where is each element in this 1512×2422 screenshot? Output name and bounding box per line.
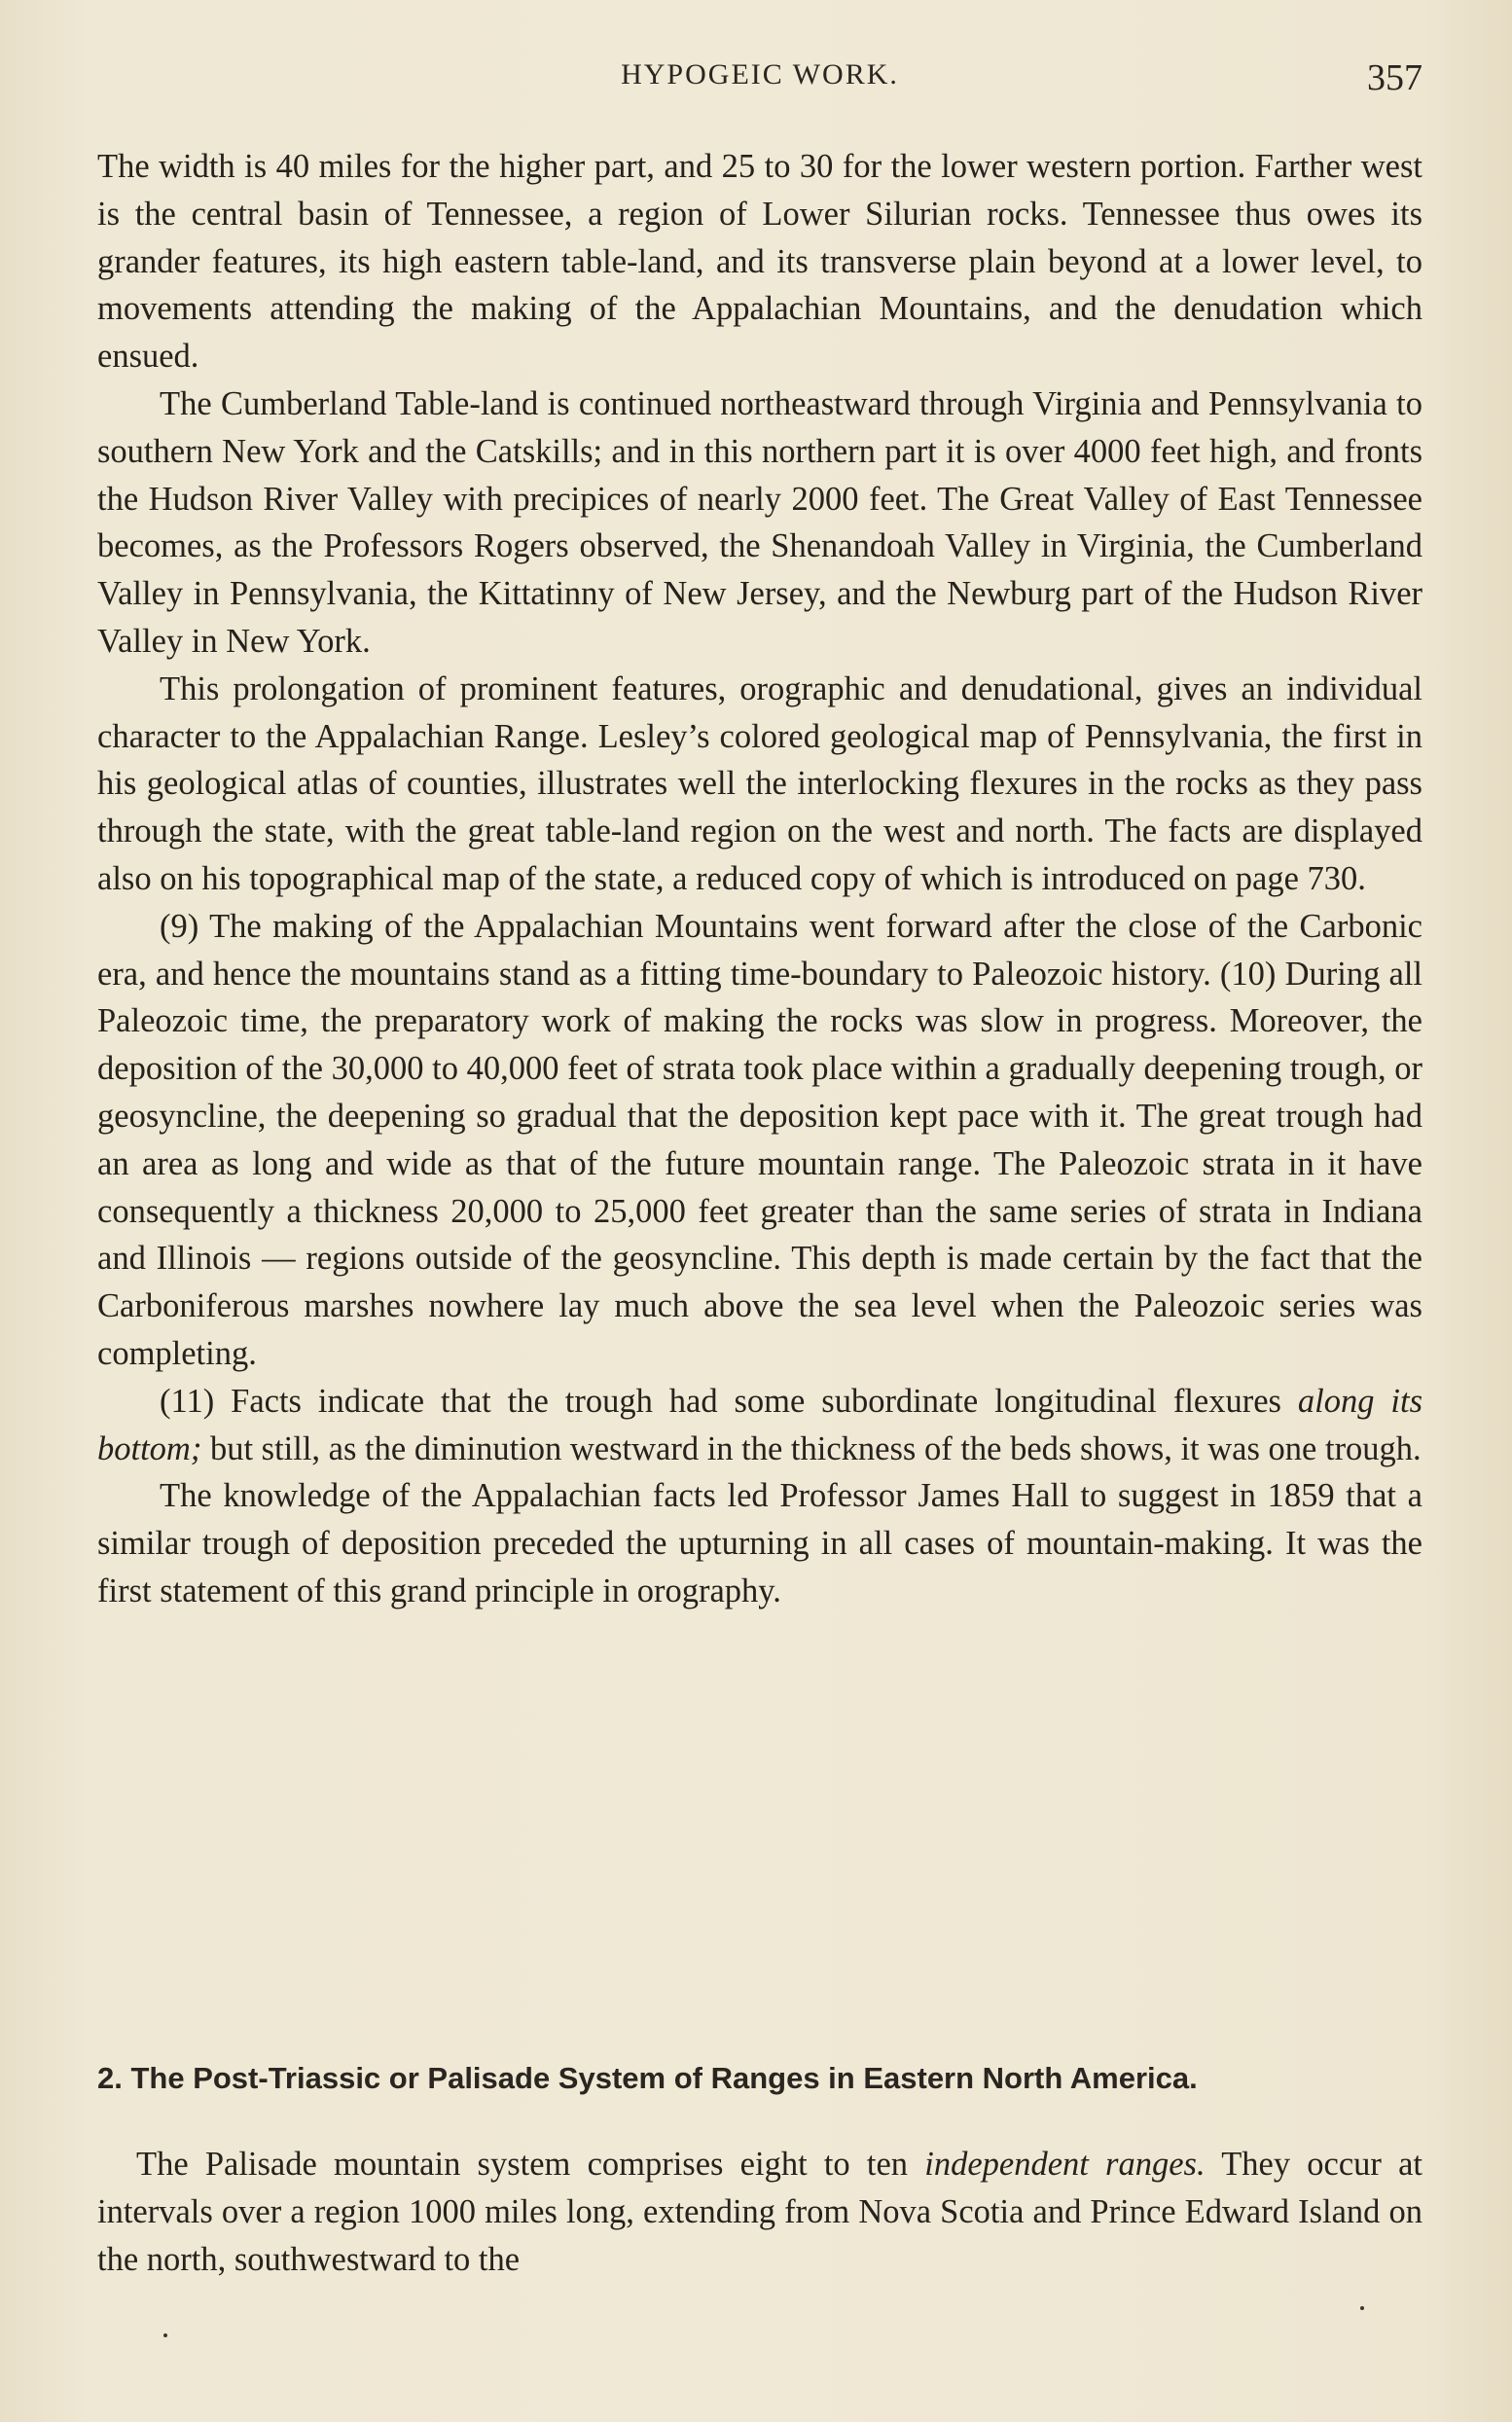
page-header [97, 56, 1422, 105]
running-head: HYPOGEIC WORK. [621, 58, 899, 90]
text-run: The width is 40 miles for the higher part, and 25 to 30 for the lower western portion. Farther west is the central basin of Tennessee, a region of Lower Silurian rocks. Tennessee thus owes its grander features, its high eastern table-land, and its transverse plain beyond at a lower level, to movements attending the making of the Appalachian Mountains, and the denudation which ensued. [97, 148, 1422, 376]
section-heading: 2. The Post-Triassic or Palisade System of Ranges in Eastern North America. [97, 2061, 1198, 2095]
text-run: but still, as the diminution westward in the thickness of the beds shows, it was one trough. [201, 1429, 1422, 1467]
section-paragraph [97, 2141, 1422, 2284]
italic-phrase: independent ranges. [924, 2146, 1206, 2183]
text-run: They occur at intervals over a region 1000 miles long, extending from Nova Scotia and Prince Edward Island on the north, southwestward to the [97, 2146, 1422, 2278]
text-run: (9) The making of the Appalachian Mountains went forward after the close of the Carbonic era, and hence the mountains stand as a fitting time-boundary to Paleozoic history. (10) During all Paleozoic time, the preparatory work of making the rocks was slow in progress. Moreover, the deposition of the 30,000 to 40,000 feet of strata took place within a gradually deepening trough, or geosyncline, the deepening so gradual that the deposition kept pace with it. The great trough had an area as long and wide as that of the future mountain range. The Paleozoic strata in it have consequently a thickness 20,000 to 25,000 feet greater than the same series of strata in Indiana and Illinois — regions outside of the geosyncline. This depth is made certain by the fact that the Carboniferous marshes nowhere lay much above the sea level when the Paleozoic series was completing. [97, 907, 1422, 1372]
print-speck [163, 2333, 167, 2337]
text-run: The knowledge of the Appalachian facts led Professor James Hall to suggest in 1859 that a similar trough of deposition preceded the upturning in all cases of mountain-making. It was the first statement of this grand principle in orography. [97, 1477, 1422, 1609]
paragraph [97, 1472, 1422, 1614]
text-run: The Cumberland Table-land is continued northeastward through Virginia and Pennsylvania to southern New York and the Catskills; and in this northern part it is over 4000 feet high, and fronts the Hudson River Valley with precipices of nearly 2000 feet. The Great Valley of East Tennessee becomes, as the Professors Rogers observed, the Shenandoah Valley in Virginia, the Cumberland Valley in Pennsylvania, the Kittatinny of New Jersey, and the Newburg part of the Hudson River Valley in New York. [97, 384, 1422, 660]
paragraph [97, 666, 1422, 903]
paragraph [97, 380, 1422, 666]
print-speck [1360, 2306, 1364, 2310]
text-run: (11) Facts indicate that the trough had some subordinate longitudinal flexures [160, 1382, 1298, 1420]
paragraph [97, 903, 1422, 1378]
text-run: The Palisade mountain system comprises eight to ten [136, 2146, 925, 2183]
section-body [97, 2141, 1422, 2284]
paragraph [97, 143, 1422, 380]
text-run: This prolongation of prominent features, orographic and denudational, gives an individual character to the Appalachian Range. Lesley’s colored geological map of Pennsylvania, the first in his geological atlas of counties, illustrates well the interlocking flexures in the rocks as they pass through the state, with the great table-land region on the west and north. The facts are displayed also on his topographical map of the state, a reduced copy of which is introduced on page 730. [97, 669, 1422, 897]
paragraph [97, 1378, 1422, 1473]
italic-phrase: along its bottom; [97, 1382, 1423, 1467]
page-number: 357 [1367, 57, 1422, 98]
body-text [97, 143, 1422, 1615]
